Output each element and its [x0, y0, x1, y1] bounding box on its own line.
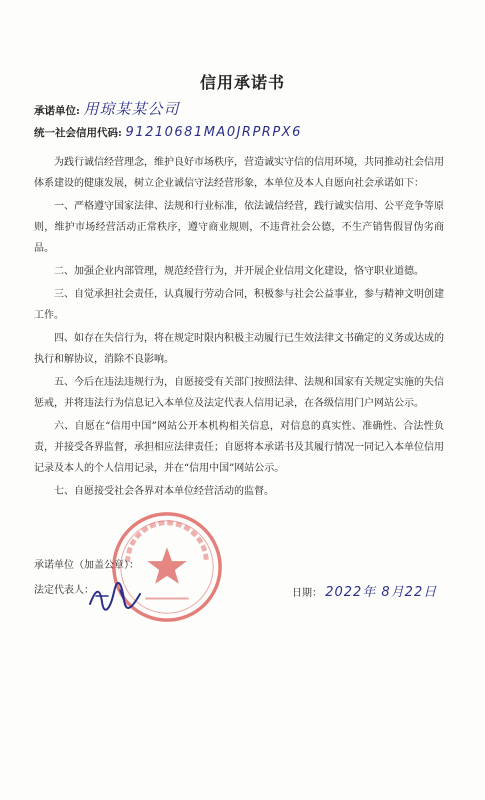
paragraph-2: 二、加强企业内部管理，规范经营行为，并开展企业信用文化建设，恪守职业道德。 [54, 266, 424, 277]
paragraph-5: 五、今后在违法违规行为，自愿接受有关部门按照法律、法规和国家有关规定实施的失信惩戒，并将违法行为信息记入本单位及法定代表人信用记录，在各级信用门户网站公示。 [34, 377, 444, 409]
code-label: 统一社会信用代码: [34, 127, 122, 139]
document-title: 信用承诺书 [199, 73, 285, 92]
commitment-body [34, 152, 444, 504]
date-handwritten: 2022年 8月22日 [325, 585, 438, 600]
paragraph-4: 四、如存在失信行为，将在规定时限内积极主动履行已生效法律文书确定的义务或达成的执行和解协议，消除不良影响。 [34, 333, 444, 365]
paragraph-3: 三、自觉承担社会责任，认真履行劳动合同，积极参与社会公益事业，参与精神文明创建工作。 [34, 289, 444, 321]
unit-row [34, 98, 180, 119]
handwritten-signature [86, 582, 144, 612]
credit-code-handwritten: 91210681MA0JRPRPX6 [125, 125, 302, 140]
paragraph-6: 六、自愿在“信用中国”网站公开本机构相关信息，对信息的真实性、准确性、合法性负责，并接受各界监督，承担相应法律责任；自愿将本承诺书及其履行情况一同记入本单位信用记录及本人的个人信用记录，并在“信用中国”网站公示。 [34, 421, 444, 474]
paragraph-intro: 为践行诚信经营理念，维护良好市场秩序，营造诚实守信的信用环境，共同推动社会信用体系建设的健康发展，树立企业诚信守法经营形象，本单位及本人自愿向社会承诺如下： [34, 157, 444, 189]
sign-unit-label: 承诺单位（加盖公章）： [34, 560, 139, 571]
code-row [34, 125, 302, 140]
paragraph-7: 七、自愿接受社会各界对本单位经营活动的监督。 [54, 486, 274, 497]
unit-name-handwritten: 用琼某某公司 [83, 100, 180, 118]
legal-rep-label: 法定代表人： [34, 585, 94, 596]
date-row [292, 581, 437, 600]
paragraph-1: 一、严格遵守国家法律、法规和行业标准，依法诚信经营，践行诚实信用、公平竞争等原则，维护市场经营活动正常秩序，遵守商业规则，不违背社会公德，不生产销售假冒伪劣商品。 [34, 201, 444, 254]
unit-label: 承诺单位: [34, 105, 80, 117]
date-label: 日期： [292, 588, 322, 599]
